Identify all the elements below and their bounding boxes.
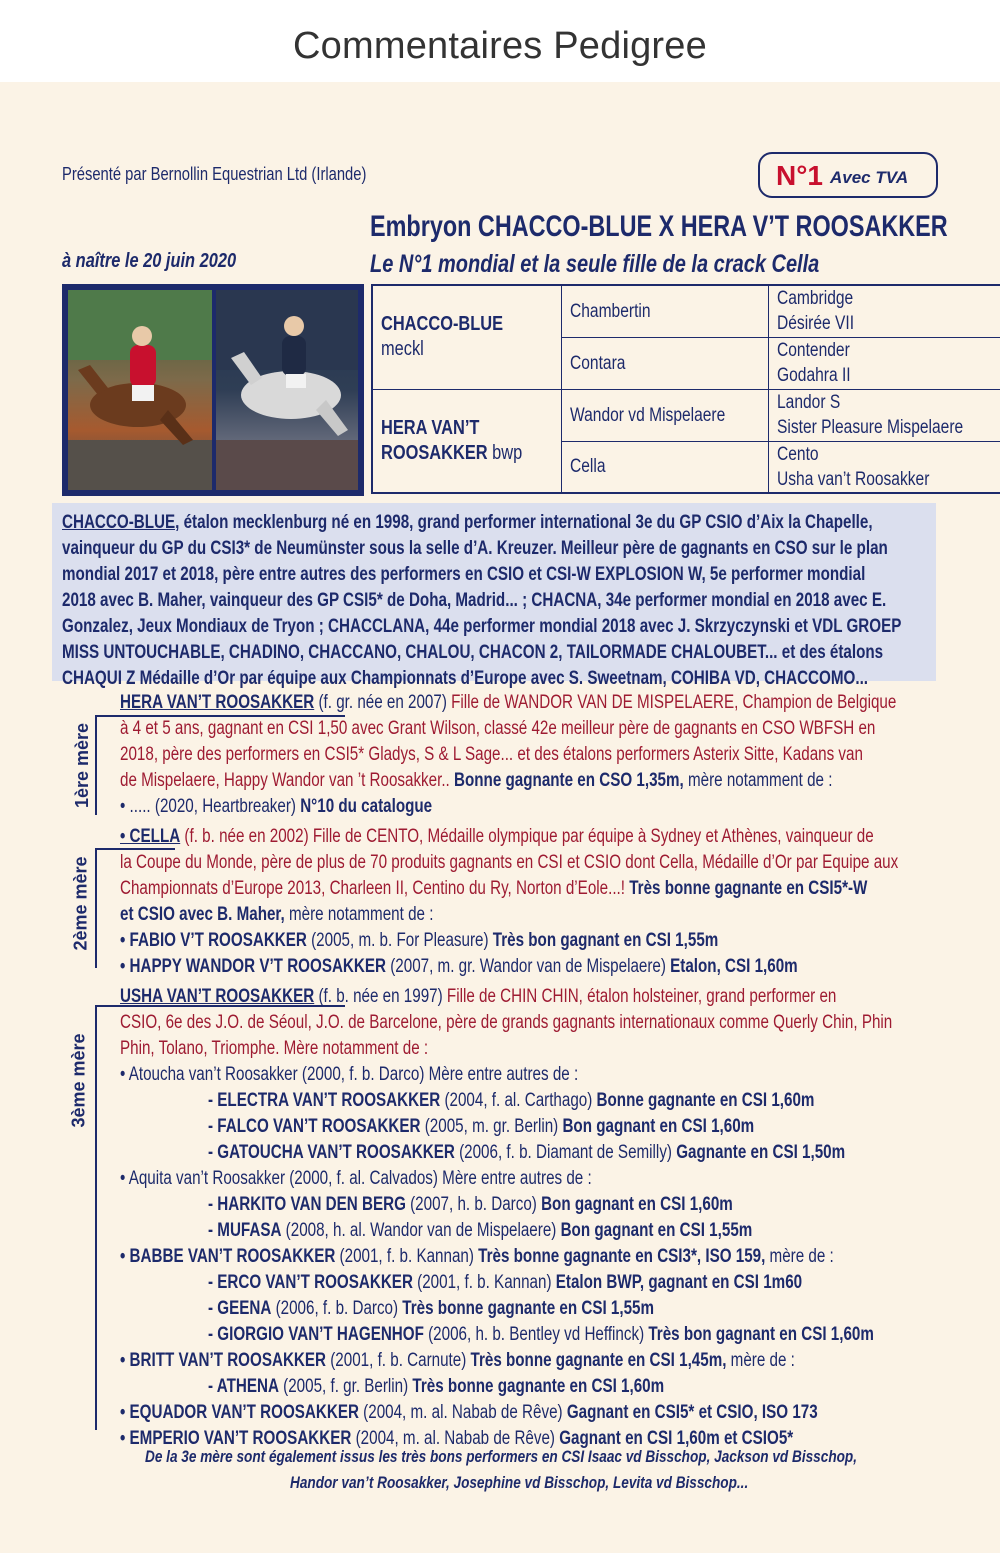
second-dam-result: et CSIO avec B. Maher, <box>120 904 285 925</box>
first-dam-label: 1ère mère <box>72 722 93 809</box>
progeny-detail: (2001, f. b. Kannan) <box>335 1246 479 1267</box>
third-dam-label: 3ème mère <box>68 1033 89 1128</box>
sire-sire-name: Chambertin <box>570 300 651 322</box>
pedigree-dam <box>372 389 562 493</box>
progeny-name: • Aquita van’t Roosakker (2000, f. al. Calvados) Mère entre autres de : <box>120 1168 592 1189</box>
progeny-detail: (2004, m. al. Nabab de Rêve) <box>358 1402 567 1423</box>
progeny-result: Etalon, CSI 1,60m <box>670 956 798 977</box>
progeny-name: • Atoucha van’t Roosakker (2000, f. b. Darco) Mère entre autres de : <box>120 1064 579 1085</box>
dam-breed: bwp <box>492 441 523 464</box>
progeny-result: Bon gagnant en CSI 1,55m <box>560 1220 753 1241</box>
sire-desc-line: CHAQUI Z Médaille d’Or par équipe aux Championnats d’Europe avec S. Sweetnam, COHIBA VD, CHACCOMO... <box>62 668 869 689</box>
pedigree-table <box>371 284 1000 494</box>
sire-desc-line: mondial 2017 et 2018, père entre autres des performers en CSIO et CSI-W EXPLOSION W, 5e performer mondial <box>62 564 866 585</box>
progeny-detail: mère de : <box>726 1350 795 1371</box>
ggp-3: Contender <box>776 340 850 361</box>
progeny-detail: (2004, m. al. Nabab de Rêve) <box>351 1428 560 1449</box>
progeny-result: Etalon BWP, gagnant en CSI 1m60 <box>555 1272 803 1293</box>
progeny-result: Bonne gagnante en CSI 1,60m <box>596 1090 815 1111</box>
progeny-name: - GIORGIO VAN’T HAGENHOF <box>208 1324 424 1345</box>
third-dam-sire-info: Fille de CHIN CHIN, étalon holsteiner, grand performer en <box>446 986 837 1007</box>
sire-desc-line: 2018 avec B. Maher, vainqueur des GP CSI5* de Doha, Madrid... ; CHACNA, 34e performer mondial en 2018 avec E. <box>62 590 887 611</box>
ggp-5: Landor S <box>776 392 840 413</box>
progeny-detail: (2005, m. gr. Berlin) <box>420 1116 563 1137</box>
second-dam-line: mère notamment de : <box>284 904 434 925</box>
dam-name-1: HERA VAN’T <box>381 416 480 439</box>
second-dam-name: • CELLA <box>120 826 181 847</box>
sire-description-name: CHACCO-BLUE, <box>62 512 180 533</box>
progeny-result: Très bonne gagnante en CSI 1,60m <box>412 1376 665 1397</box>
first-dam-detail: (f. gr. née en 2007) <box>314 692 452 713</box>
lot-title: Embryon CHACCO-BLUE X HERA V’T ROOSAKKER <box>370 210 948 243</box>
dam-name-2: ROOSAKKER <box>381 441 488 464</box>
progeny-row <box>120 1296 892 1322</box>
first-dam-line: 2018, père des performers en CSI5* Gladys, S & L Sage... et des étalons performers Asterix Sitte, Kadans van <box>120 744 863 765</box>
third-dam-line: CSIO, 6e des J.O. de Séoul, J.O. de Barcelone, père de grands gagnants internationaux comme Querly Chin, Phin <box>120 1012 893 1033</box>
pedigree-ggp-2 <box>768 337 1000 389</box>
second-dam-label: 2ème mère <box>70 856 91 951</box>
second-dam-sire-info: Fille de CENTO, Médaille olympique par équipe à Sydney et Athènes, vainqueur de <box>312 826 874 847</box>
first-dam-progeny-note: N°10 du catalogue <box>300 796 433 817</box>
sire-desc-line: étalon mecklenburg né en 1998, grand performer international 3e du GP CSIO d’Aix la Chapelle, <box>179 512 873 533</box>
progeny-detail: (2001, f. b. Carnute) <box>326 1350 471 1371</box>
progeny-row <box>120 1400 892 1426</box>
ggp-7: Cento <box>776 443 819 465</box>
first-dam-line: de Mispelaere, Happy Wandor van ’t Roosakker.. <box>120 770 454 791</box>
sire-desc-line: vainqueur du GP du CSI3* de Neumünster sous la selle d’A. Kreuzer. Meilleur père de gagnants en CSO sur le plan <box>62 538 888 559</box>
progeny-name: - FALCO VAN’T ROOSAKKER <box>208 1116 421 1137</box>
progeny-name: • FABIO V’T ROOSAKKER <box>120 930 307 951</box>
progeny-result: Très bon gagnant en CSI 1,55m <box>492 930 719 951</box>
pedigree-ggp-4 <box>768 441 1000 493</box>
dam-dam-name: Cella <box>570 456 606 478</box>
progeny-detail: (2005, m. b. For Pleasure) <box>306 930 493 951</box>
third-dam-bracket <box>95 1005 97 1430</box>
progeny-result: Bon gagnant en CSI 1,60m <box>541 1194 733 1215</box>
third-dam-progeny-list <box>120 1062 892 1452</box>
progeny-detail: (2008, h. al. Wandor van de Mispelaere) <box>281 1220 561 1241</box>
lot-tax: Avec TVA <box>830 168 909 187</box>
progeny-name: • BABBE VAN’T ROOSAKKER <box>120 1246 336 1267</box>
progeny-result: Très bonne gagnante en CSI 1,55m <box>402 1298 655 1319</box>
sire-name: CHACCO-BLUE <box>381 313 504 336</box>
progeny-name: - MUFASA <box>208 1220 282 1241</box>
progeny-detail: mère de : <box>765 1246 834 1267</box>
progeny-detail: (2007, h. b. Darco) <box>405 1194 542 1215</box>
progeny-row <box>120 1114 892 1140</box>
progeny-name: - HARKITO VAN DEN BERG <box>208 1194 406 1215</box>
sire-dam-name: Contara <box>570 352 626 374</box>
progeny-detail: (2006, f. b. Darco) <box>271 1298 403 1319</box>
pedigree-sire <box>372 285 562 389</box>
second-dam-result: Très bonne gagnante en CSI5*-W <box>629 878 868 899</box>
ggp-4: Godahra II <box>776 365 851 386</box>
dam-sire-name: Wandor vd Mispelaere <box>570 404 726 426</box>
progeny-row <box>120 1270 892 1296</box>
progeny-name: - GATOUCHA VAN’T ROOSAKKER <box>208 1142 455 1163</box>
progeny-result: Gagnante en CSI 1,50m <box>676 1142 846 1163</box>
progeny-name: - ATHENA <box>208 1376 279 1397</box>
progeny-detail: (2004, f. al. Carthago) <box>440 1090 597 1111</box>
first-dam-bracket <box>95 715 97 815</box>
lot-subtitle: Le N°1 mondial et la seule fille de la crack Cella <box>370 250 820 278</box>
progeny-detail: (2006, f. b. Diamant de Semilly) <box>454 1142 677 1163</box>
third-dam-name: USHA VAN’T ROOSAKKER <box>120 986 315 1007</box>
first-dam-name: HERA VAN’T ROOSAKKER <box>120 692 315 713</box>
progeny-row <box>120 1088 892 1114</box>
first-dam-result: Bonne gagnante en CSO 1,35m, <box>454 770 684 791</box>
pedigree-ggp-1 <box>768 285 1000 337</box>
progeny-name: - GEENA <box>208 1298 272 1319</box>
sire-desc-line: MISS UNTOUCHABLE, CHADINO, CHACCANO, CHALOU, CHACON 2, TAILORMADE CHALOUBET... et des étalons <box>62 642 884 663</box>
progeny-result: Gagnant en CSI5* et CSIO, ISO 173 <box>566 1402 818 1423</box>
pedigree-ggp-3 <box>768 389 1000 441</box>
progeny-row <box>120 1166 892 1192</box>
progeny-name: • EQUADOR VAN’T ROOSAKKER <box>120 1402 359 1423</box>
first-dam-line: mère notamment de : <box>683 770 833 791</box>
progeny-row <box>120 1348 892 1374</box>
ggp-2: Désirée VII <box>776 313 854 335</box>
lot-badge <box>758 152 938 198</box>
footer-note-line-2: Handor van’t Roosakker, Josephine vd Bisschop, Levita vd Bisschop... <box>290 1473 749 1492</box>
second-dam-line: Championnats d’Europe 2013, Charleen II, Centino du Ry, Norton d’Eole...! <box>120 878 630 899</box>
pedigree-dam-dam <box>562 441 768 493</box>
footer-note-line-1: De la 3e mère sont également issus les très bons performers en CSI Isaac vd Bisschop, Jackson vd Bisschop, <box>145 1447 858 1466</box>
second-dam-line: la Coupe du Monde, père de plus de 70 produits gagnants en CSI et CSIO dont Cella, Médaille d’Or par Equipe aux <box>120 852 899 873</box>
first-dam-sire-info: Fille de WANDOR VAN DE MISPELAERE, Champion de Belgique <box>451 692 897 713</box>
progeny-name: • EMPERIO VAN’T ROOSAKKER <box>120 1428 352 1449</box>
horse-photo-left <box>68 290 212 490</box>
first-dam-text <box>120 690 896 820</box>
third-dam-text <box>120 984 892 1452</box>
first-dam-line: à 4 et 5 ans, gagnant en CSI 1,50 avec Grant Wilson, classé 42e meilleur père de gagnants en CSO WBFSH en <box>120 718 876 739</box>
sire-breed: meckl <box>381 338 424 361</box>
progeny-result: Très bonne gagnante en CSI3*, ISO 159, <box>478 1246 766 1267</box>
second-dam-text <box>120 824 898 980</box>
pedigree-sire-sire <box>562 285 768 337</box>
third-dam-line: Phin, Tolano, Triomphe. Mère notamment de : <box>120 1038 429 1059</box>
progeny-result: Très bon gagnant en CSI 1,60m <box>648 1324 874 1345</box>
progeny-result: Gagnant en CSI 1,60m et CSIO5* <box>559 1428 794 1449</box>
progeny-detail: (2006, h. b. Bentley vd Heffinck) <box>423 1324 649 1345</box>
ggp-1: Cambridge <box>776 288 853 310</box>
pedigree-sire-dam <box>562 337 768 389</box>
progeny-row <box>120 1218 892 1244</box>
progeny-row <box>120 1244 892 1270</box>
presenter-text: Présenté par Bernollin Equestrian Ltd (Irlande) <box>62 164 367 184</box>
sire-description <box>62 510 901 692</box>
progeny-detail: (2005, f. gr. Berlin) <box>278 1376 413 1397</box>
horse-photo-right <box>216 290 358 490</box>
third-dam-detail: (f. b. née en 1997) <box>314 986 447 1007</box>
progeny-name: - ERCO VAN’T ROOSAKKER <box>208 1272 413 1293</box>
first-dam-progeny: • ..... (2020, Heartbreaker) <box>120 796 301 817</box>
progeny-name: - ELECTRA VAN’T ROOSAKKER <box>208 1090 441 1111</box>
horse-photos <box>62 284 364 496</box>
progeny-row <box>120 1322 892 1348</box>
progeny-detail: (2007, m. gr. Wandor van de Mispelaere) <box>386 956 671 977</box>
lot-number: N°1 <box>776 160 823 191</box>
progeny-row <box>120 1062 892 1088</box>
ggp-6: Sister Pleasure Mispelaere <box>776 417 963 438</box>
progeny-row <box>120 1140 892 1166</box>
progeny-result: Bon gagnant en CSI 1,60m <box>562 1116 755 1137</box>
birth-date: à naître le 20 juin 2020 <box>62 250 237 272</box>
page-header <box>0 0 1000 82</box>
progeny-name: • HAPPY WANDOR V’T ROOSAKKER <box>120 956 386 977</box>
page-title: Commentaires Pedigree <box>293 25 707 67</box>
second-dam-bracket <box>95 848 97 968</box>
progeny-result: Très bonne gagnante en CSI 1,45m, <box>470 1350 727 1371</box>
sire-desc-line: Gonzalez, Jeux Mondiaux de Tryon ; CHACCLANA, 44e performer mondial 2018 avec J. Skrzyczynski et VDL GROEP <box>62 616 902 637</box>
progeny-name: • BRITT VAN’T ROOSAKKER <box>120 1350 327 1371</box>
second-dam-detail: (f. b. née en 2002) <box>180 826 313 847</box>
progeny-row <box>120 1374 892 1400</box>
pedigree-dam-sire <box>562 389 768 441</box>
progeny-detail: (2001, f. b. Kannan) <box>412 1272 556 1293</box>
ggp-8: Usha van’t Roosakker <box>776 468 930 490</box>
progeny-row <box>120 1192 892 1218</box>
